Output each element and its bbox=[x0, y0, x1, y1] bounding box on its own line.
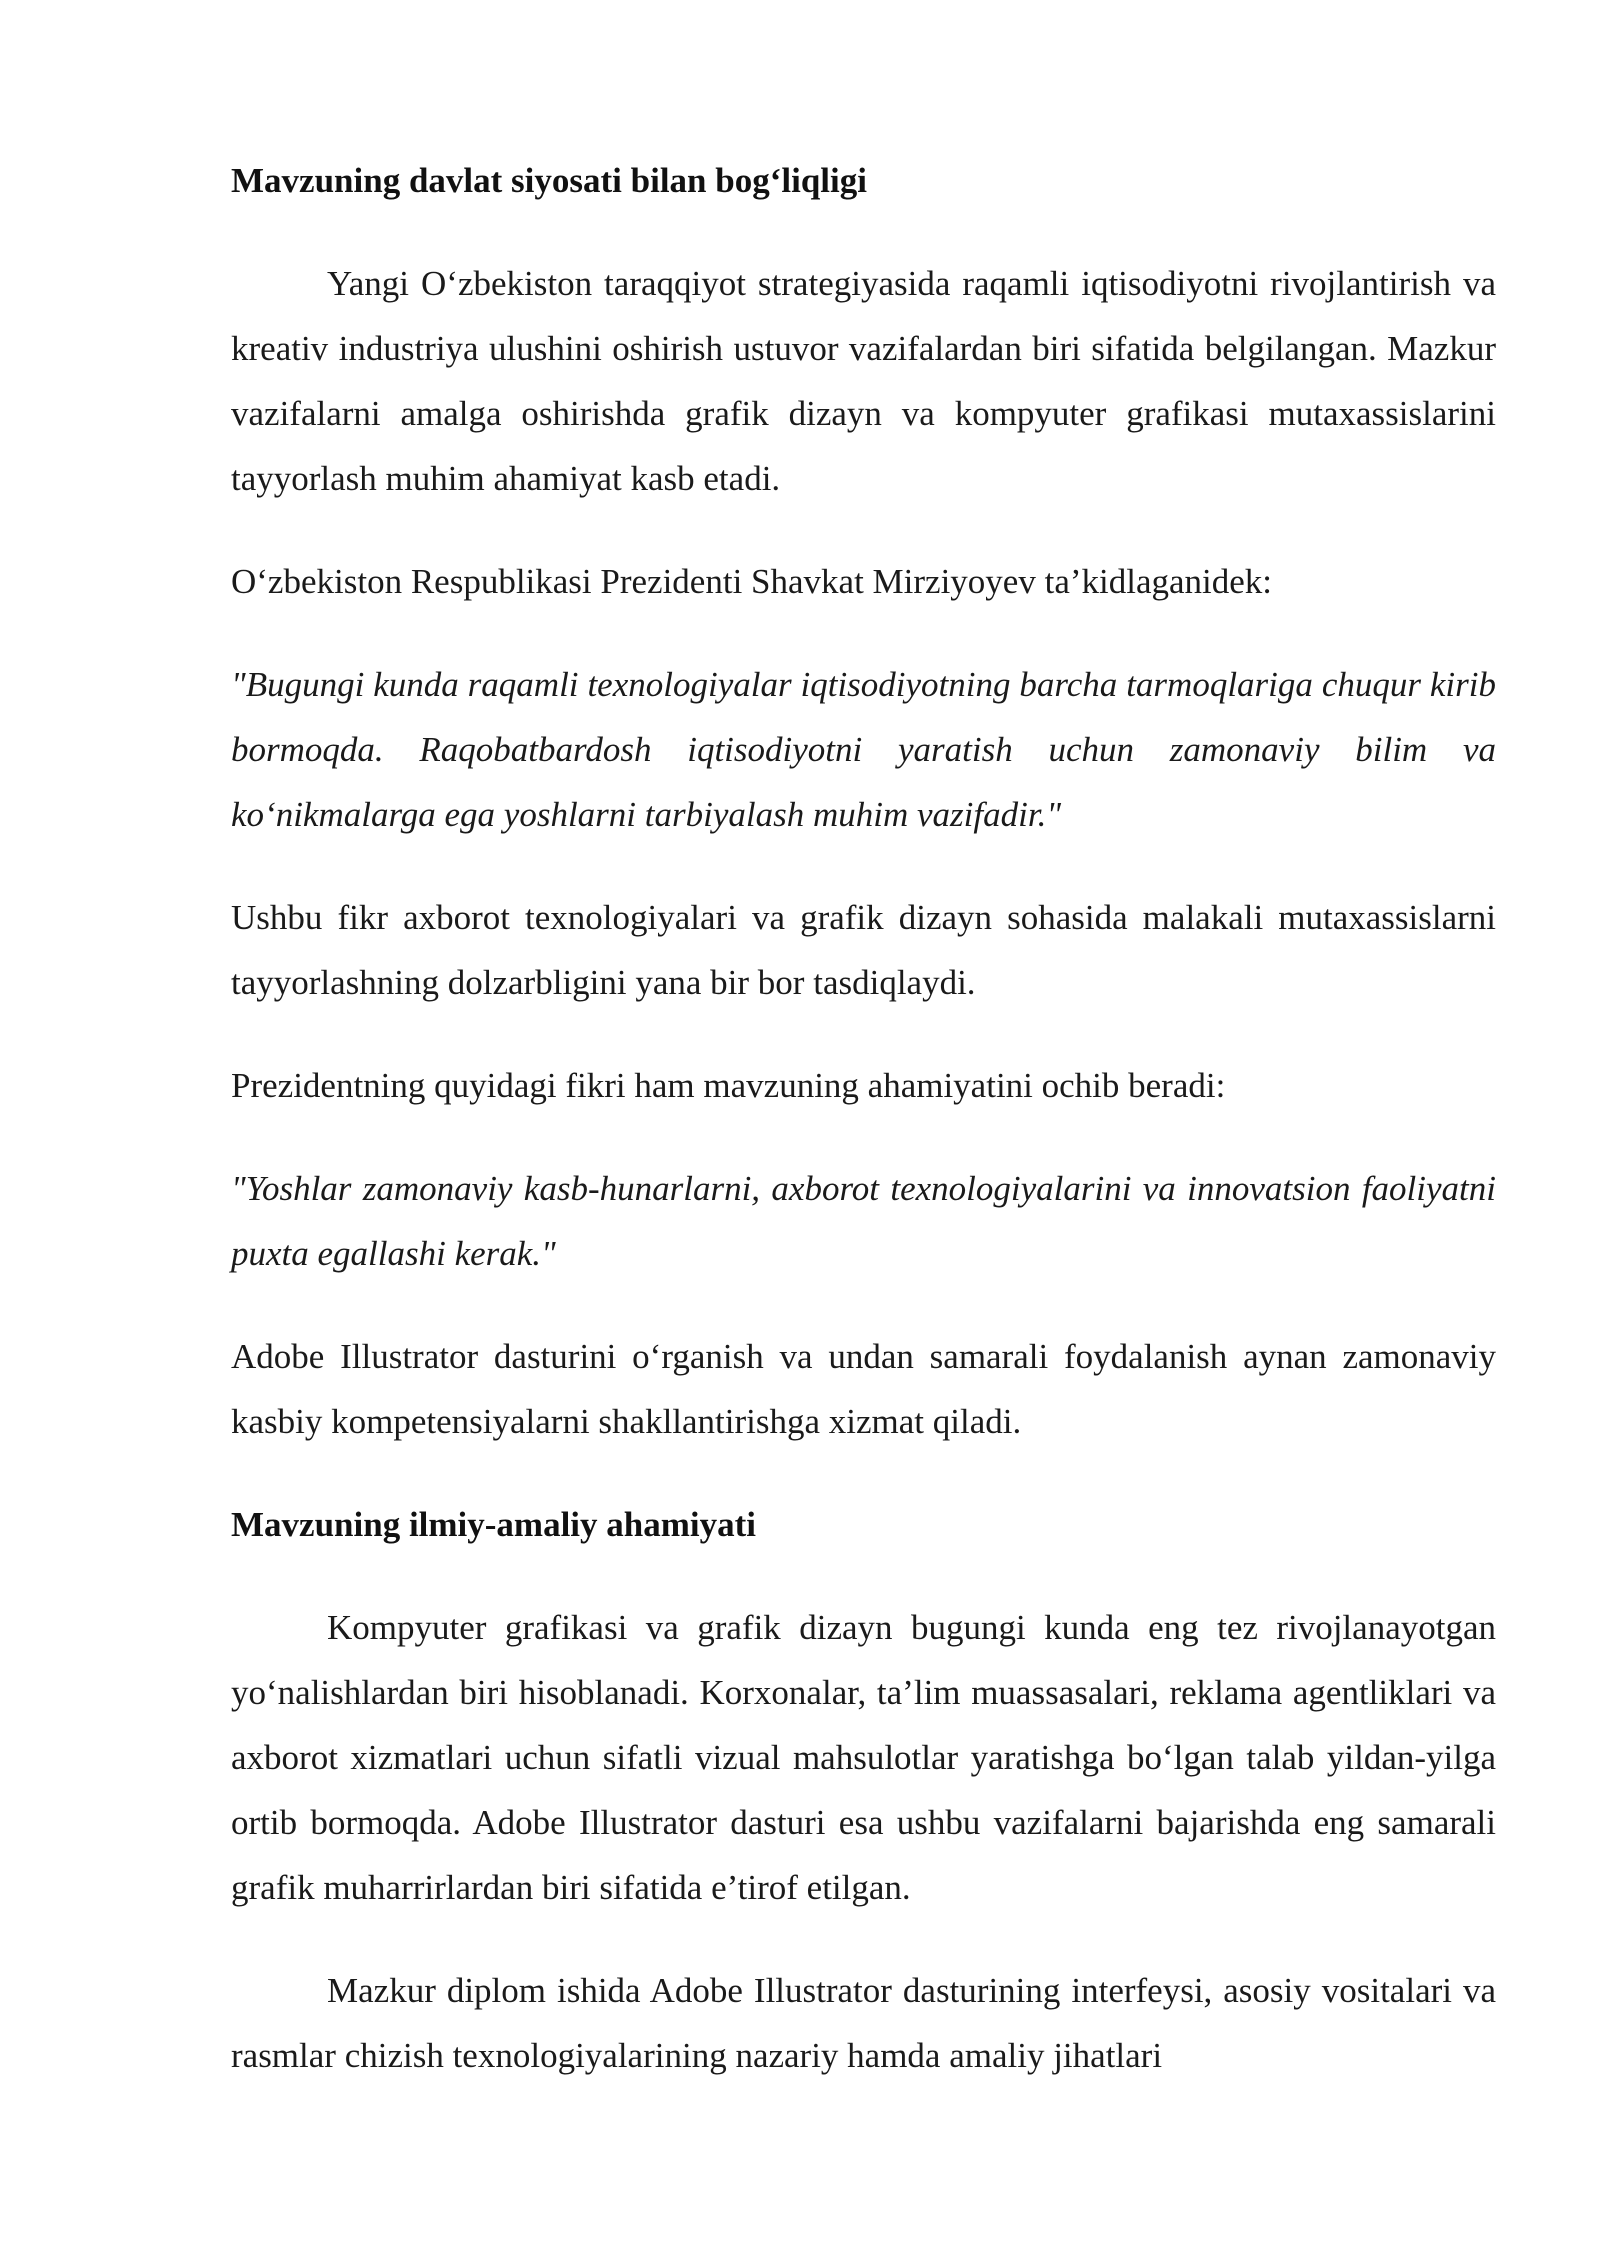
quote-youth-professions: "Yoshlar zamonaviy kasb-hunarlarni, axborot texnologiyalarini va innovatsion faoliyatni puxta egallashi kerak." bbox=[231, 1169, 1496, 1273]
paragraph-graphic-design-growth: Kompyuter grafikasi va grafik dizayn bugungi kunda eng tez rivojlanayotgan yo‘nalishlardan biri hisoblanadi. Korxonalar, ta’lim muassasalari, reklama agentliklari va axborot xizmatlari uchun sifatli vizual mahsulotlar yaratishga bo‘lgan talab yildan-yilga ortib bormoqda. Adobe Illustrator dasturi esa ushbu vazifalarni bajarishda eng samarali grafik muharrirlardan biri sifatida e’tirof etilgan. bbox=[231, 1608, 1496, 1907]
paragraph-president-second: Prezidentning quyidagi fikri ham mavzuning ahamiyatini ochib beradi: bbox=[231, 1066, 1226, 1105]
section-heading-scientific-practical: Mavzuning ilmiy-amaliy ahamiyati bbox=[231, 1505, 756, 1544]
paragraph-illustrator-competence: Adobe Illustrator dasturini o‘rganish va undan samarali foydalanish aynan zamonaviy kasbiy kompetensiyalarni shakllantirishga xizmat qiladi. bbox=[231, 1337, 1496, 1441]
document-page bbox=[231, 148, 1496, 2088]
paragraph-relevance: Ushbu fikr axborot texnologiyalari va grafik dizayn sohasida malakali mutaxassislarni tayyorlashning dolzarbligini yana bir bor tasdiqlaydi. bbox=[231, 898, 1496, 1002]
quote-digital-technologies: "Bugungi kunda raqamli texnologiyalar iqtisodiyotning barcha tarmoqlariga chuqur kirib bormoqda. Raqobatbardosh iqtisodiyotni yaratish uchun zamonaviy bilim va ko‘nikmalarga ega yoshlarni tarbiyalash muhim vazifadir." bbox=[231, 665, 1496, 834]
paragraph-president-intro: O‘zbekiston Respublikasi Prezidenti Shavkat Mirziyoyev ta’kidlaganidek: bbox=[231, 562, 1273, 601]
paragraph-diploma-scope: Mazkur diplom ishida Adobe Illustrator dasturining interfeysi, asosiy vositalari va rasmlar chizish texnologiyalarining nazariy hamda amaliy jihatlari bbox=[231, 1971, 1496, 2075]
section-heading-state-policy: Mavzuning davlat siyosati bilan bog‘liqligi bbox=[231, 161, 867, 200]
paragraph-strategy: Yangi O‘zbekiston taraqqiyot strategiyasida raqamli iqtisodiyotni rivojlantirish va kreativ industriya ulushini oshirish ustuvor vazifalardan biri sifatida belgilangan. Mazkur vazifalarni amalga oshirishda grafik dizayn va kompyuter grafikasi mutaxassislarini tayyorlash muhim ahamiyat kasb etadi. bbox=[231, 264, 1496, 498]
